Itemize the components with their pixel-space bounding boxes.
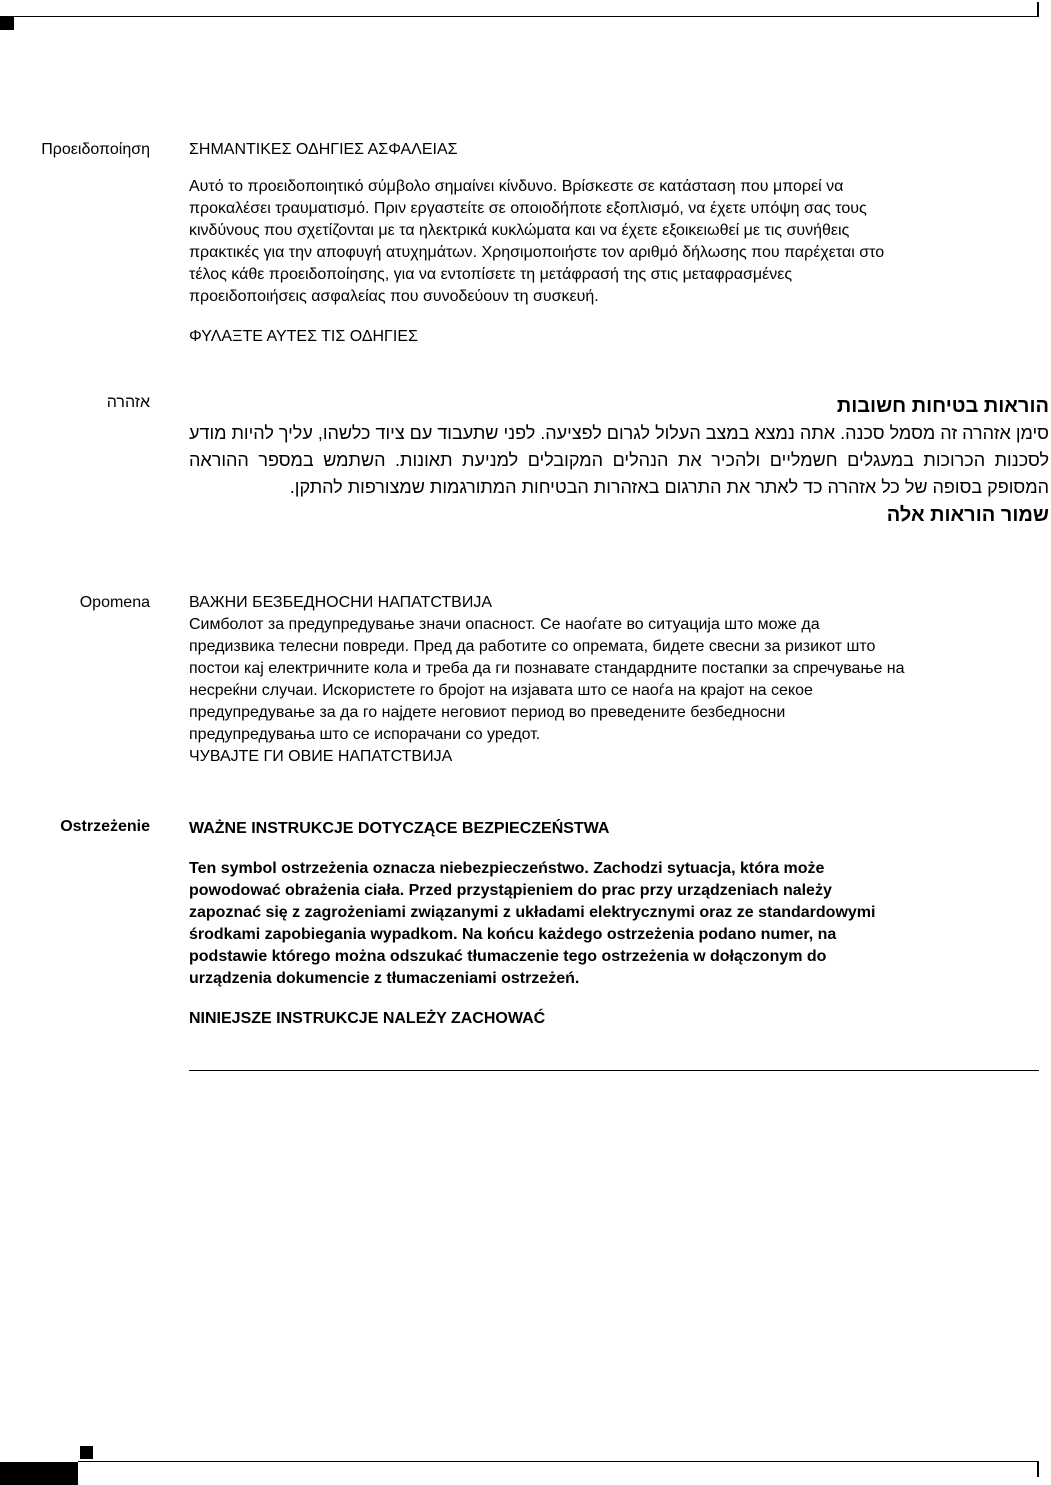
warning-line: постои кај електричните кола и треба да ги познавате стандардните постапки за спречување на	[189, 660, 905, 677]
warning-line: Ten symbol ostrzeżenia oznacza niebezpieczeństwo. Zachodzi sytuacja, która może	[189, 860, 825, 877]
page-tab	[0, 1462, 78, 1485]
warning-line: Αυτό το προειδοποιητικό σύμβολο σημαίνει κίνδυνο. Βρίσκεστε σε κατάσταση που μπορεί να	[189, 178, 844, 195]
warning-title-greek: ΣΗΜΑΝΤΙΚΕΣ ΟΔΗΓΙΕΣ ΑΣΦΑΛΕΙΑΣ	[189, 141, 458, 158]
warning-line: предупредување за да го најдете неговиот период во преведените безбедносни	[189, 704, 786, 721]
warning-line: κινδύνους που σχετίζονται με τα ηλεκτρικά κυκλώματα και να έχετε εξοικειωθεί με τις συνήθεις	[189, 222, 850, 239]
warning-line: Симболот за предупредување значи опасност. Се наоѓате во ситуација што може да	[189, 616, 820, 633]
warning-body-macedonian	[189, 592, 1049, 768]
warning-line: несреќни случаи. Искористете го бројот на изјавата што се наоѓа на крајот на секое	[189, 682, 813, 699]
warning-line: zapoznać się z zagrożeniami związanymi z układami elektrycznymi oraz ze standardowymi	[189, 904, 876, 921]
bottom-corner-tick	[1037, 1461, 1039, 1477]
warning-title-macedonian: ВАЖНИ БЕЗБЕДНОСНИ НАПАТСТВИЈА	[189, 594, 493, 611]
top-corner-tick	[1037, 2, 1039, 17]
warning-line: τέλος κάθε προειδοποίησης, για να εντοπίσετε τη μετάφρασή της στις μεταφρασμένες	[189, 266, 793, 283]
bottom-rule	[78, 1461, 1038, 1462]
warning-body-greek	[189, 139, 1039, 348]
warning-line: środkami zapobiegania wypadkom. Na końcu każdego ostrzeżenia podano numer, na	[189, 926, 837, 943]
warning-line: urządzenia dokumencie z tłumaczeniami ostrzeżeń.	[189, 970, 580, 987]
warning-footer-polish: NINIEJSZE INSTRUKCJE NALEŻY ZACHOWAĆ	[189, 1010, 546, 1027]
warning-label-macedonian: Opomena	[79, 594, 150, 611]
warning-line: предизвика телесни повреди. Пред да работите со опремата, бидете свесни за ризикот што	[189, 638, 876, 655]
warning-body-polish	[189, 816, 1039, 1030]
warning-title-polish: WAŻNE INSTRUKCJE DOTYCZĄCE BEZPIECZEŃSTWA	[189, 820, 610, 837]
warning-footer-macedonian: ЧУВАЈТЕ ГИ ОВИЕ НАПАТСТВИЈА	[189, 748, 453, 765]
warning-title-hebrew: הוראות בטיחות חשובות	[836, 395, 1049, 417]
warning-line: powodować obrażenia ciała. Przed przystąpieniem do prac przy urządzeniach należy	[189, 882, 832, 899]
warning-label-polish: Ostrzeżenie	[60, 818, 150, 835]
warning-footer-hebrew: שמור הוראות אלה	[886, 504, 1049, 526]
warning-footer-greek: ΦΥΛΑΞΤΕ ΑΥΤΕΣ ΤΙΣ ΟΔΗΓΙΕΣ	[189, 328, 418, 345]
warning-label-greek: Προειδοποίηση	[41, 141, 150, 158]
top-corner-mark	[0, 17, 14, 30]
warning-line: podstawie którego można odszukać tłumaczenie tego ostrzeżenia w dołączonym do	[189, 948, 827, 965]
section-end-rule	[189, 1070, 1039, 1071]
warning-text-hebrew: סימן אזהרה זה מסמל סכנה. אתה נמצא במצב העלול לגרום לפציעה. לפני שתעבוד עם ציוד כלשהו, עליך להיות מודע לסכנות הכרוכות במעגלים חשמליים ולהכיר את הנהלים המקובלים למניעת תאונות. השתמש במספר ההוראה המסופק בסופה של כל אזהרה כד לאתר את התרגום באזהרות הבטיחות המתורגמות שמצורפות להתקן.	[189, 423, 1049, 497]
warning-label-hebrew: אזהרה	[106, 394, 150, 411]
top-rule	[0, 16, 1038, 17]
warning-line: προκαλέσει τραυματισμό. Πριν εργαστείτε σε οποιοδήποτε εξοπλισμό, να έχετε υπόψη σας τους	[189, 200, 867, 217]
warning-line: πρακτικές για την αποφυγή ατυχημάτων. Χρησιμοποιήστε τον αριθμό δήλωσης που παρέχεται στο	[189, 244, 885, 261]
warning-line: προειδοποιήσεις ασφαλείας που συνοδεύουν τη συσκευή.	[189, 288, 599, 305]
bottom-corner-mark	[80, 1446, 93, 1459]
warning-body-hebrew	[189, 392, 1049, 529]
warning-line: предупредувања што се испорачани со уредот.	[189, 726, 541, 743]
